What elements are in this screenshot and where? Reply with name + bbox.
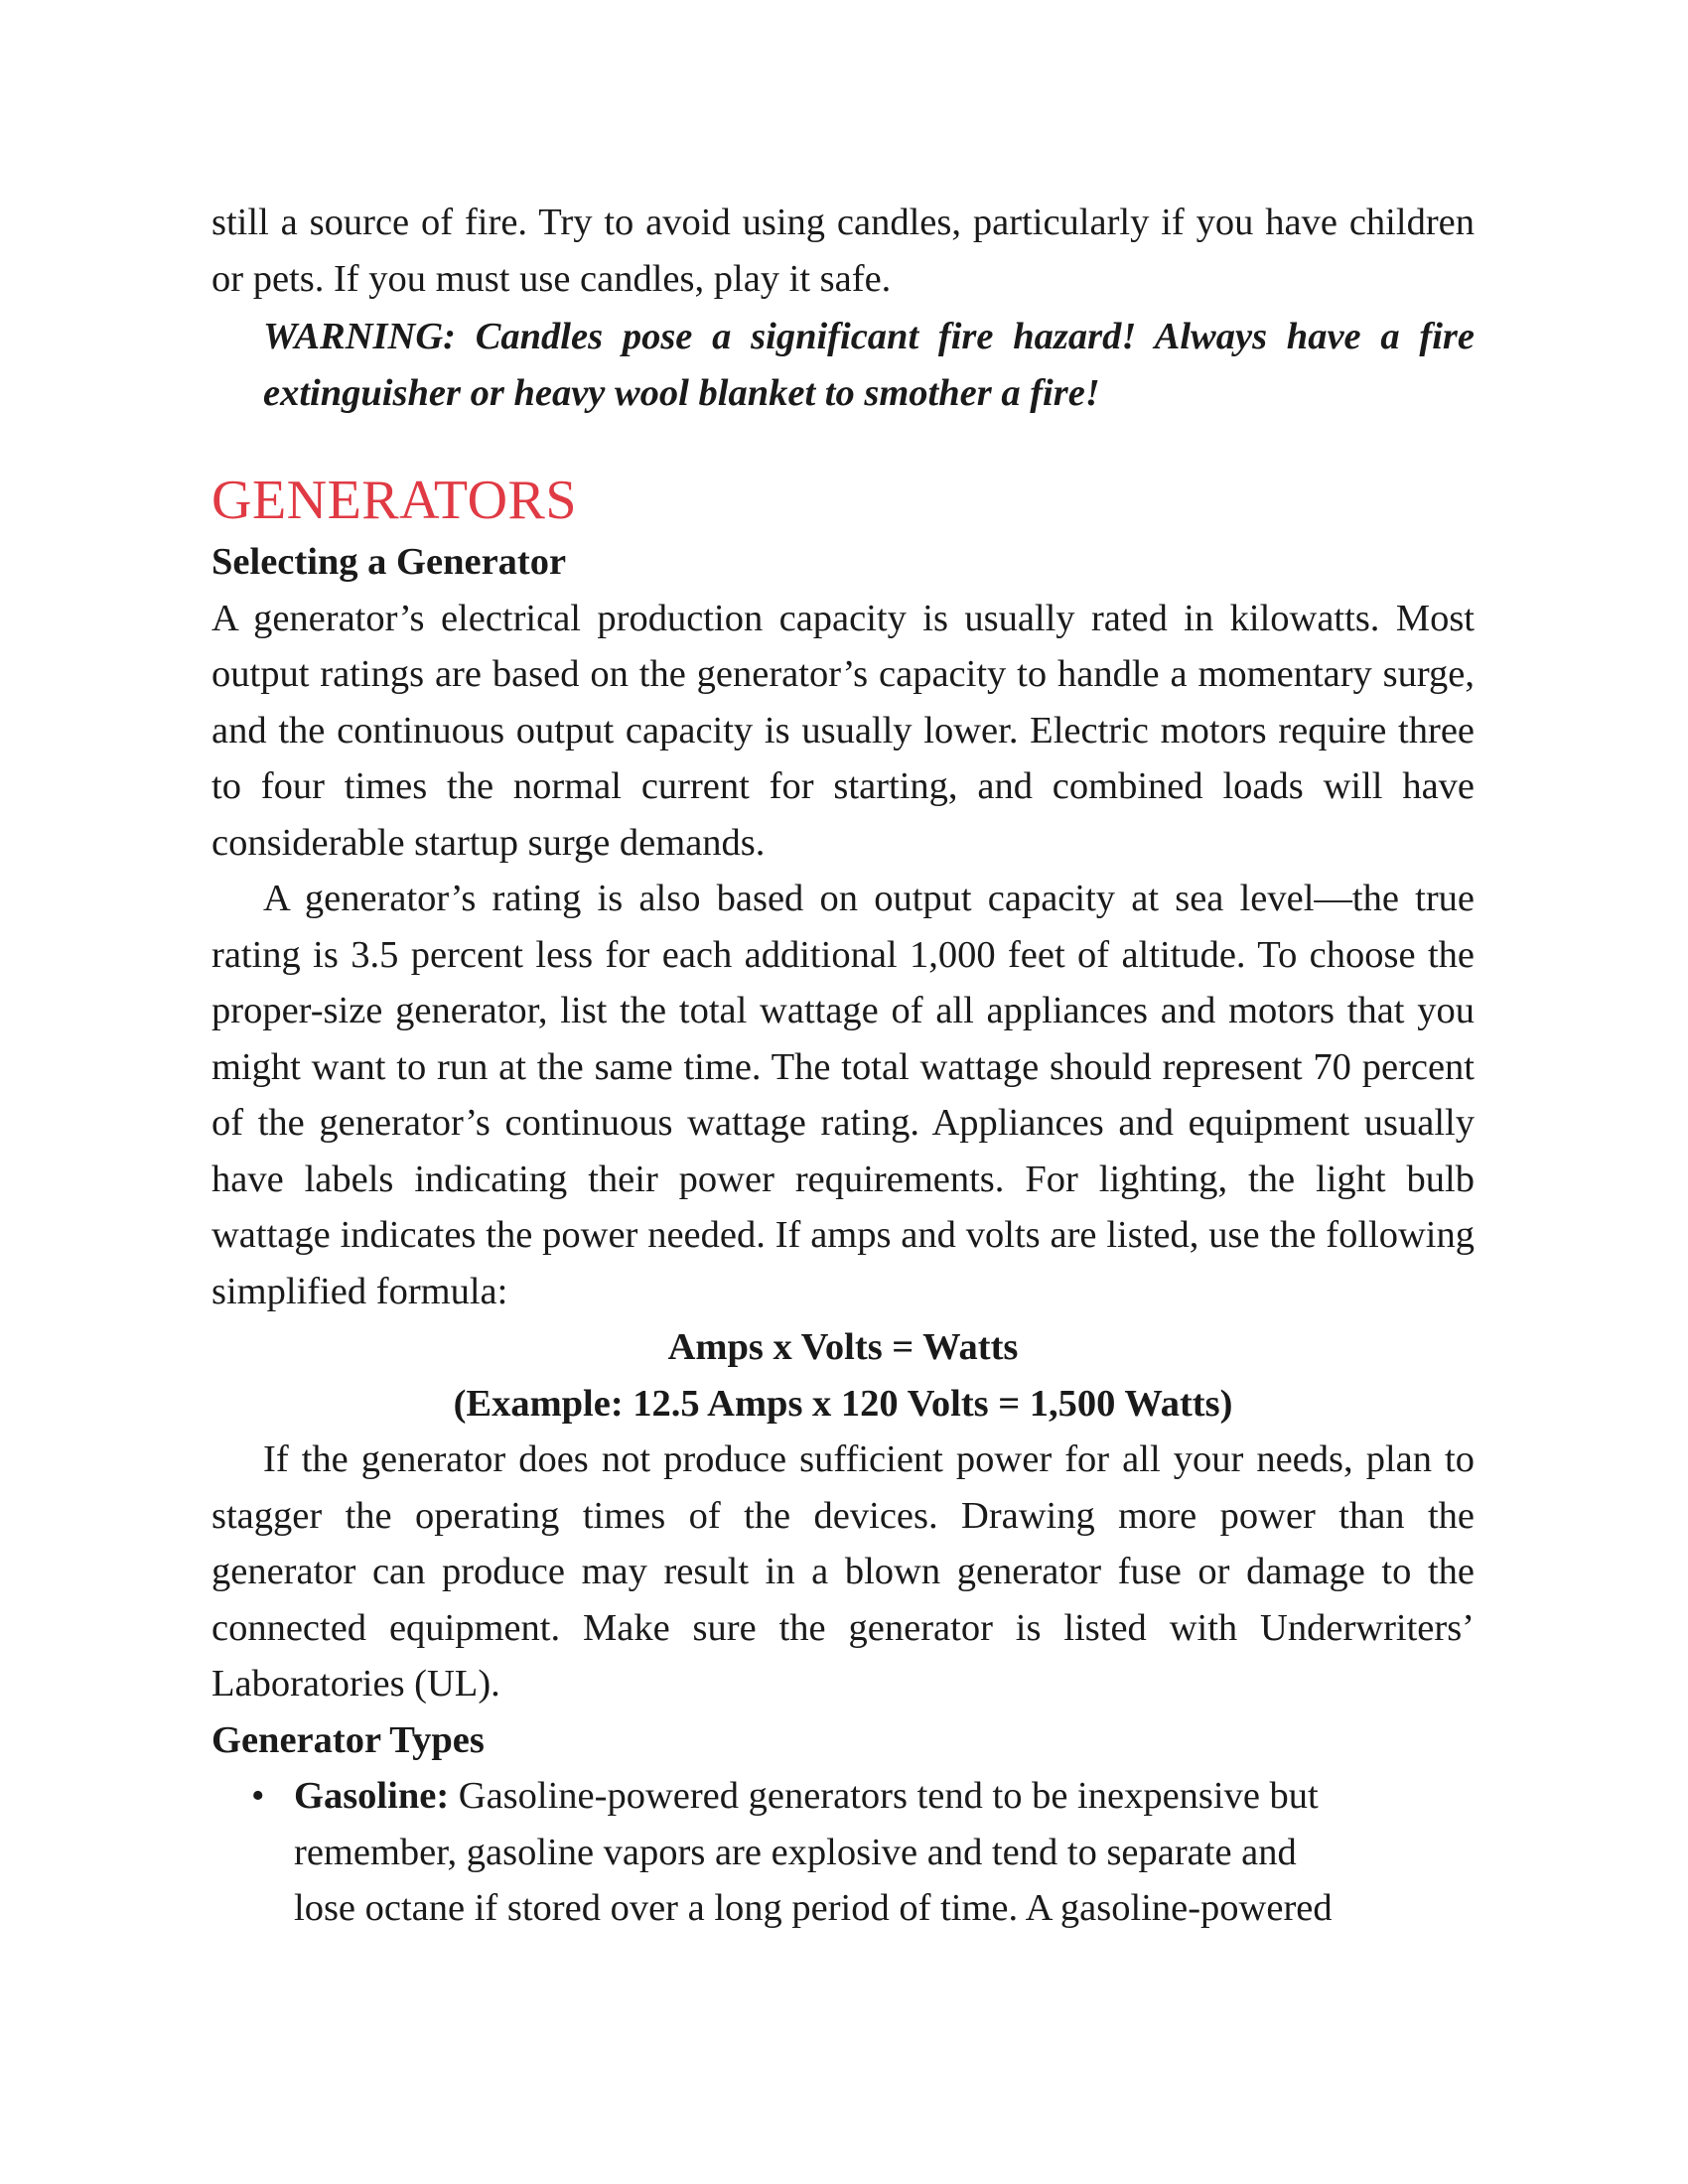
selecting-paragraph-3: If the generator does not produce sufficient power for all your needs, plan to stagger the operating times of the devices. Drawing more power than the generator can produce may result in a blown generator fuse or damage to the connected equipment. Make sure the generator is listed with Underwriters’ Laboratories (UL).	[211, 1438, 1475, 1705]
formula-example: (Example: 12.5 Amps x 120 Volts = 1,500 Watts)	[453, 1382, 1233, 1425]
list-item	[251, 1768, 1340, 1937]
generator-types-list	[211, 1768, 1475, 1937]
document-page	[211, 195, 1475, 1937]
list-item-term: Gasoline:	[294, 1775, 450, 1817]
candle-warning: WARNING: Candles pose a significant fire hazard! Always have a fire extinguisher or heavy wool blanket to smother a fire!	[263, 316, 1475, 414]
formula: Amps x Volts = Watts	[667, 1326, 1019, 1368]
selecting-paragraph-2: A generator’s rating is also based on output capacity at sea level—the true rating is 3.5 percent less for each additional 1,000 feet of altitude. To choose the proper-size generator, list the total wattage of all appliances and motors that you might want to run at the same time. The total wattage should represent 70 percent of the generator’s continuous wattage rating. Appliances and equipment usually have labels indicating their power requirements. For lighting, the light bulb wattage indicates the power needed. If amps and volts are listed, use the following simplified formula:	[211, 878, 1475, 1312]
list-item-text: Gasoline-powered generators tend to be inexpensive but remember, gasoline vapors are explosive and tend to separate and lose octane if stored over a long period of time. A gasoline-powered	[294, 1775, 1333, 1929]
intro-paragraph: still a source of fire. Try to avoid using candles, particularly if you have children or pets. If you must use candles, play it safe.	[211, 202, 1475, 300]
selecting-paragraph-1: A generator’s electrical production capacity is usually rated in kilowatts. Most output ratings are based on the generator’s capacity to handle a momentary surge, and the continuous output capacity is usually lower. Electric motors require three to four times the normal current for starting, and combined loads will have considerable startup surge demands.	[211, 597, 1475, 864]
selecting-heading: Selecting a Generator	[211, 541, 567, 583]
section-title: GENERATORS	[211, 470, 578, 531]
bullet-icon: •	[251, 1775, 265, 1817]
types-heading: Generator Types	[211, 1718, 485, 1761]
